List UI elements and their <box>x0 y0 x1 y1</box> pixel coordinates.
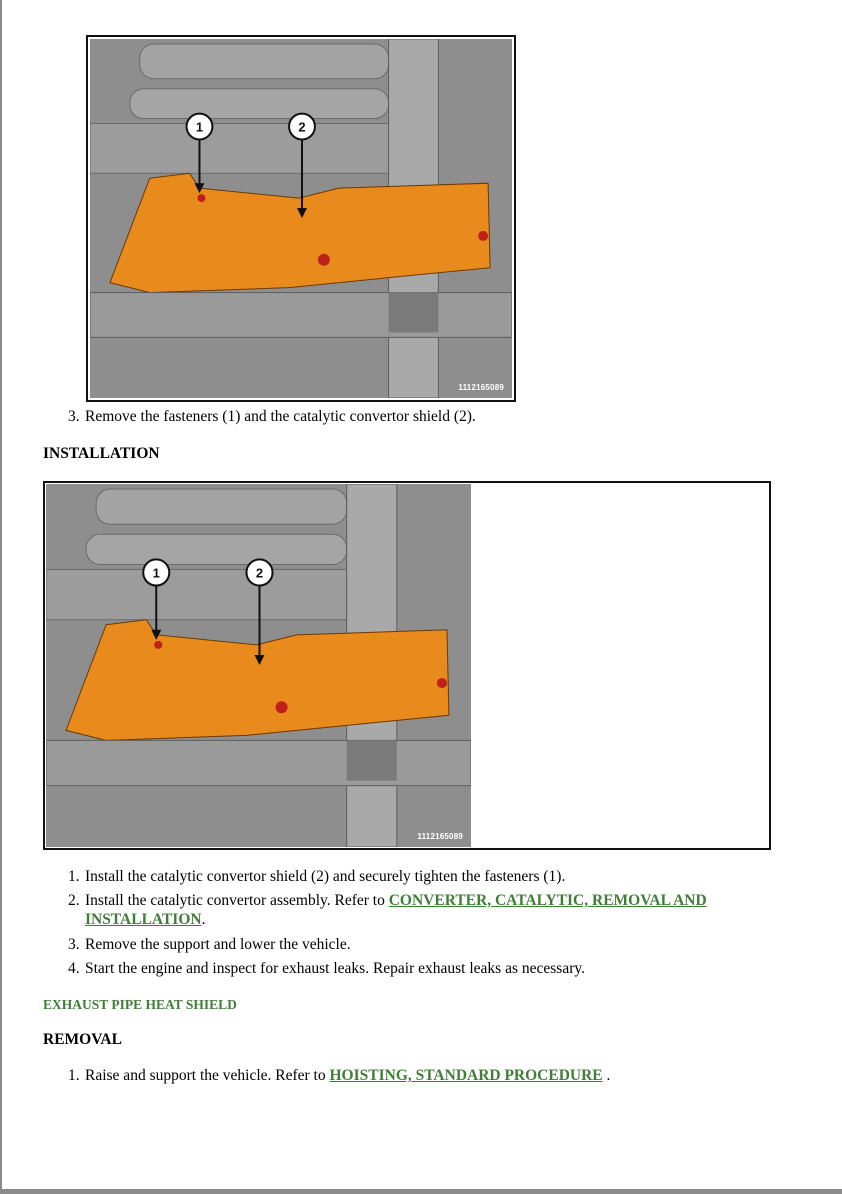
step-number: 4. <box>68 960 80 977</box>
step-text: Start the engine and inspect for exhaust leaks. Repair exhaust leaks as necessary. <box>85 960 585 977</box>
installation-heading: INSTALLATION <box>43 445 160 462</box>
page-bottom-border <box>0 1189 842 1194</box>
step-text: Remove the fasteners (1) and the catalytic convertor shield (2). <box>85 408 476 425</box>
removal-step-1 <box>68 1067 610 1085</box>
step-text: Install the catalytic convertor assembly. Refer to <box>85 892 389 909</box>
step-text-after: . <box>201 911 206 928</box>
installation-step-2-continued <box>85 911 205 929</box>
callout-2: 2 <box>255 565 264 581</box>
callout-2: 2 <box>298 119 306 135</box>
link-converter-catalytic-cont[interactable]: INSTALLATION <box>85 911 202 928</box>
step-text: Raise and support the vehicle. Refer to <box>85 1067 330 1084</box>
section-title-link[interactable]: EXHAUST PIPE HEAT SHIELD <box>43 997 237 1012</box>
step-number: 3. <box>68 408 80 425</box>
removal-step-3 <box>68 408 476 426</box>
step-number: 3. <box>68 936 80 953</box>
installation-step-3 <box>68 936 351 954</box>
step-number: 1. <box>68 1067 80 1084</box>
step-number: 2. <box>68 892 80 909</box>
figure-installation <box>43 481 771 850</box>
callout-1: 1 <box>152 565 160 581</box>
illustration-catalytic-shield <box>90 39 512 398</box>
step-text: Remove the support and lower the vehicle. <box>85 936 351 953</box>
step-text: Install the catalytic convertor shield (2) and securely tighten the fasteners (1). <box>85 868 566 885</box>
page-left-border <box>0 0 2 1194</box>
figure-id-label: 1112165089 <box>458 383 504 392</box>
figure-removal <box>86 35 516 402</box>
link-hoisting-standard-procedure[interactable]: HOISTING, STANDARD PROCEDURE <box>329 1067 603 1084</box>
installation-step-1 <box>68 868 565 886</box>
illustration-drawing <box>46 484 471 847</box>
illustration-drawing <box>90 39 512 398</box>
removal-heading: REMOVAL <box>43 1031 122 1048</box>
callout-1: 1 <box>195 119 204 135</box>
step-number: 1. <box>68 868 80 885</box>
link-converter-catalytic[interactable]: CONVERTER, CATALYTIC, REMOVAL AND <box>388 892 707 909</box>
installation-step-2 <box>68 892 707 910</box>
installation-step-4 <box>68 960 585 978</box>
step-text-after: . <box>602 1067 611 1084</box>
illustration-catalytic-shield <box>46 484 471 847</box>
figure-id-label: 1112165089 <box>417 832 463 841</box>
